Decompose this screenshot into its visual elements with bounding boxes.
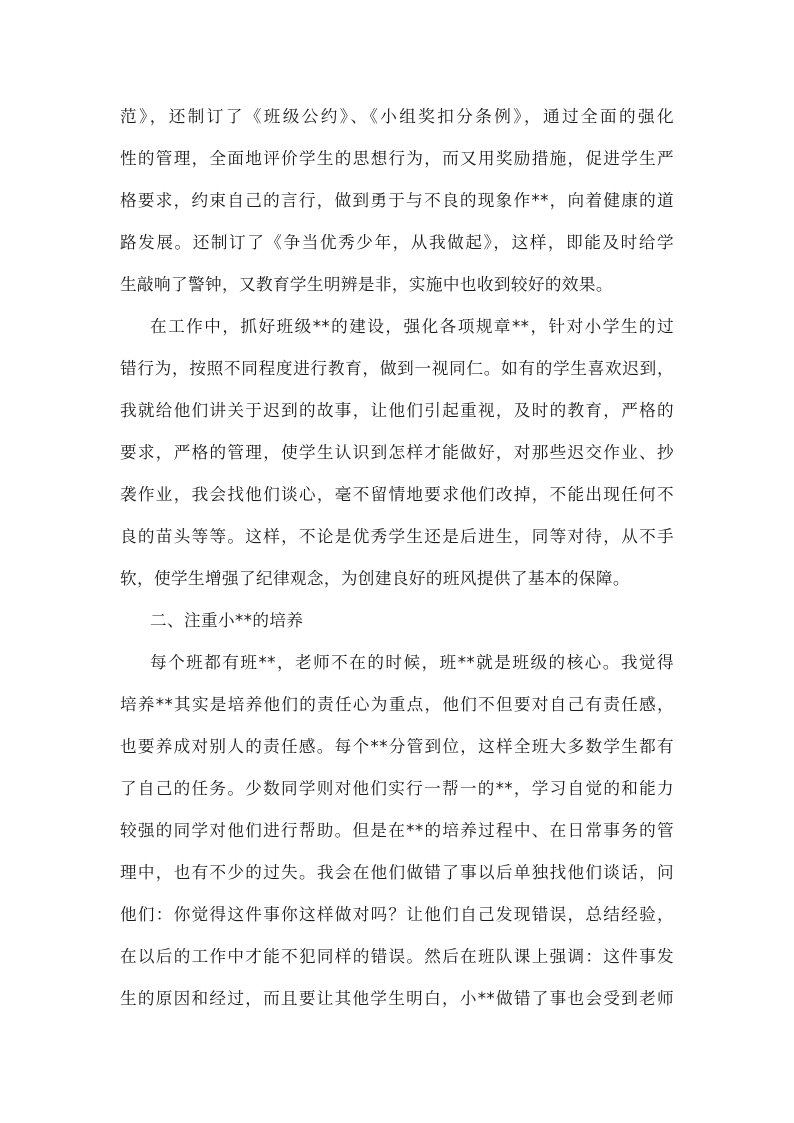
text-line: 性的管理，全面地评价学生的思想行为，而又用奖励措施，促进学生严 xyxy=(120,149,674,168)
text-line: 理中，也有不少的过失。我会在他们做错了事以后单独找他们谈话，问 xyxy=(120,863,674,882)
text-line: 了自己的任务。少数同学则对他们实行一帮一的**，学习自觉的和能力 xyxy=(120,779,674,798)
text-line: 袭作业，我会找他们谈心，毫不留情地要求他们改掉，不能出现任何不 xyxy=(120,485,674,504)
text-line: 较强的同学对他们进行帮助。但是在**的培养过程中、在日常事务的管 xyxy=(120,821,674,840)
text-line: 路发展。还制订了《争当优秀少年，从我做起》，这样，即能及时给学 xyxy=(120,233,674,252)
text-line: 范》，还制订了《班级公约》、《小组奖扣分条例》，通过全面的强化 xyxy=(120,107,674,126)
text-line: 错行为，按照不同程度进行教育，做到一视同仁。如有的学生喜欢迟到， xyxy=(120,359,674,378)
text-line: 生的原因和经过，而且要让其他学生明白，小**做错了事也会受到老师 xyxy=(120,989,674,1008)
text-line: 在以后的工作中才能不犯同样的错误。然后在班队课上强调：这件事发 xyxy=(120,947,674,966)
text-line: 他们：你觉得这件事你这样做对吗？让他们自己发现错误，总结经验， xyxy=(120,905,674,924)
section-heading: 二、注重小**的培养 xyxy=(150,611,304,630)
text-line: 生敲响了警钟，又教育学生明辨是非，实施中也收到较好的效果。 xyxy=(120,275,613,294)
text-line: 培养**其实是培养他们的责任心为重点，他们不但要对自己有责任感， xyxy=(120,695,674,714)
paragraph-first-line: 在工作中，抓好班级**的建设，强化各项规章**，针对小学生的过 xyxy=(150,317,674,336)
text-line: 也要养成对别人的责任感。每个**分管到位，这样全班大多数学生都有 xyxy=(120,737,674,756)
text-line: 我就给他们讲关于迟到的故事，让他们引起重视，及时的教育，严格的 xyxy=(120,401,674,420)
text-line: 格要求，约束自己的言行，做到勇于与不良的现象作**，向着健康的道 xyxy=(120,191,674,210)
text-line: 软，使学生增强了纪律观念，为创建良好的班风提供了基本的保障。 xyxy=(120,569,630,588)
text-line: 良的苗头等等。这样，不论是优秀学生还是后进生，同等对待，从不手 xyxy=(120,527,674,546)
paragraph-first-line: 每个班都有班**，老师不在的时候，班**就是班级的核心。我觉得 xyxy=(150,653,674,672)
text-line: 要求，严格的管理，使学生认识到怎样才能做好，对那些迟交作业、抄 xyxy=(120,443,674,462)
